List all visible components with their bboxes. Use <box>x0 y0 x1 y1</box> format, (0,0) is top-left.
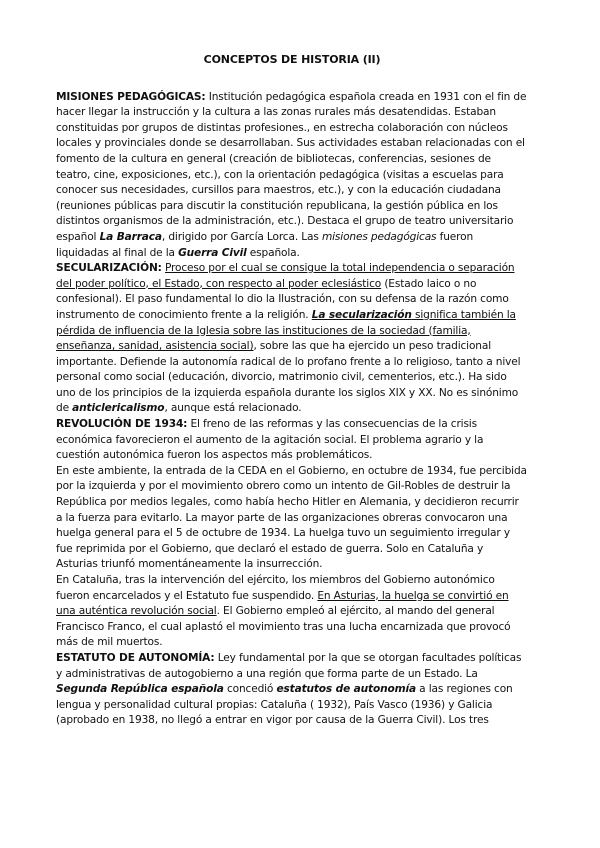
term-la-secularizacion: La secularización <box>311 308 412 321</box>
page-title: CONCEPTOS DE HISTORIA (II) <box>203 53 381 66</box>
term-guerra-civil: Guerra Civil <box>178 246 247 259</box>
paragraph-estatuto-autonomia <box>56 651 528 729</box>
text-segment: (Estado laico o no confesional). El paso fundamental lo dio la Ilustración, con su defensa de la razón como instrumento de conocimiento frente a la religión. <box>56 277 509 321</box>
term-heading-revolucion: REVOLUCIÓN DE 1934: <box>56 418 188 431</box>
paragraph-revolucion-cataluna-asturias <box>56 573 528 651</box>
paragraph-secularizacion <box>56 261 528 417</box>
text-segment: fueron liquidadas al final de la <box>56 230 474 259</box>
term-heading-estatuto: ESTATUTO DE AUTONOMÍA: <box>56 651 215 664</box>
term-segunda-republica: Segunda República española <box>56 683 224 696</box>
text-segment: a las regiones con lengua y personalidad cultural propias: Cataluña ( 1932), País Vasco (1936) y Galicia (aprobado en 1938, no llegó a entrar en vigor por causa de la Guerra Civil). Los tres <box>56 683 513 727</box>
text-segment: Institución pedagógica española creada en 1931 con el fin de hacer llegar la instrucción y la cultura a las zonas rurales más desatendidas. Estaban constituidas por grupos de distintas profesiones., en estrecha colaboración con núcleos locales y provinciales donde se desarrollaban. Sus actividades estaban relacionadas con el fomento de la cultura en general (creación de bibliotecas, conferencias, sesiones de teatro, cine, exposiciones, etc.), con la orientación pedagógica (visitas a escuelas para conocer sus necesidades, cursillos para maestros, etc.), y con la educación ciudadana (reuniones públicas para discutir la constitución republicana, la gestión pública en los distintos organismos de la administración, etc.). Destaca el grupo de teatro universitario español <box>56 90 527 243</box>
text-segment: concedió <box>223 683 277 696</box>
text-segment: , dirigido por García Lorca. Las <box>161 230 322 243</box>
underlined-definition: significa también la pérdida de influencia de la Iglesia sobre las instituciones de la sociedad (familia, enseñanza, sanidad, asistencia social) <box>56 308 516 353</box>
text-segment: En Cataluña, tras la intervención del ejército, los miembros del Gobierno autonómico fueron encarcelados y el Estatuto fue suspendido. <box>56 574 495 602</box>
underlined-definition: En Asturias, la huelga se convirtió en una auténtica revolución social <box>56 589 509 618</box>
term-la-barraca: La Barraca <box>99 230 162 243</box>
paragraph-misiones-pedagogicas <box>56 90 528 262</box>
document-page <box>56 52 528 729</box>
term-anticlericalismo: anticlericalismo <box>72 402 165 415</box>
text-segment: Ley fundamental por la que se otorgan facultades políticas y administrativas de autogobierno a una región que forma parte de un Estado. La <box>56 651 522 680</box>
term-heading-misiones: MISIONES PEDAGÓGICAS: <box>56 90 206 103</box>
paragraph-revolucion-1934 <box>56 417 528 464</box>
text-segment: , aunque está relacionado. <box>164 402 302 415</box>
text-segment: El freno de las reformas y las consecuencias de la crisis económica favorecieron el aumento de la agitación social. El problema agrario y la cuestión autonómica fueron los aspectos más problemáticos. <box>56 418 484 462</box>
term-estatutos-autonomia: estatutos de autonomía <box>276 683 416 696</box>
text-segment: española. <box>246 246 300 259</box>
paragraph-revolucion-ceda: En este ambiente, la entrada de la CEDA en el Gobierno, en octubre de 1934, fue percibida por la izquierda y por el movimiento obrero como un intento de Gil-Robles de destruir la República por medios legales, como había hecho Hitler en Alemania, y decidieron recurrir a la fuerza para evitarlo. La mayor parte de las organizaciones obreras convocaron una huelga general para el 5 de octubre de 1934. La huelga tuvo un seguimiento irregular y fue reprimida por el Gobierno, que declaró el estado de guerra. Solo en Cataluña y Asturias triunfó momentáneamente la insurrección. <box>56 464 527 571</box>
term-misiones-italic: misiones pedagógicas <box>321 230 437 243</box>
text-segment: . El Gobierno empleó al ejército, al mando del general Francisco Franco, el cual aplastó el movimiento tras una lucha encarnizada que provocó más de mil muertos. <box>56 605 511 649</box>
underlined-definition: Proceso por el cual se consigue la total independencia o separación del poder político, el Estado, con respecto al poder eclesiástico <box>56 262 515 290</box>
term-heading-secularizacion: SECULARIZACIÓN: <box>56 262 162 275</box>
text-segment: , sobre las que ha ejercido un peso tradicional importante. Defiende la autonomía radical de lo profano frente a lo religioso, tanto a nivel personal como social (educación, divorcio, matrimonio civil, cementerios, etc.). Ha sido uno de los principios de la izquierda española durante los siglos XIX y XX. No es sinónimo de <box>56 340 521 415</box>
